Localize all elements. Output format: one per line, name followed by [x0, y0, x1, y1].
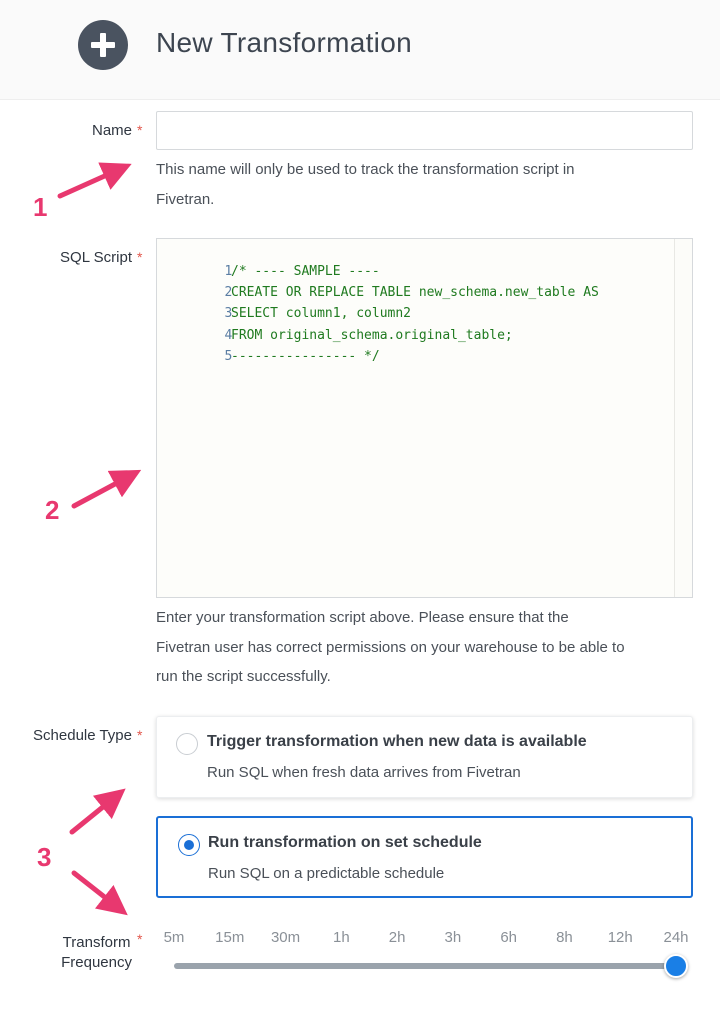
frequency-tick-label[interactable]: 2h — [388, 929, 406, 946]
frequency-tick-label[interactable]: 3h — [444, 929, 462, 946]
option-subtitle: Run SQL on a predictable schedule — [208, 865, 445, 882]
frequency-tick-label[interactable]: 6h — [500, 929, 517, 946]
frequency-tick-label[interactable]: 12h — [607, 929, 633, 946]
option-title: Run transformation on set schedule — [208, 834, 482, 851]
radio-button-checked[interactable] — [178, 834, 200, 856]
frequency-slider-track[interactable] — [174, 963, 676, 969]
line-number: 1 — [224, 264, 233, 279]
code-text: ---------------- */ — [231, 349, 380, 364]
annotation-marker-1: 1 — [33, 192, 48, 222]
frequency-tick-label[interactable]: 24h — [663, 929, 689, 946]
radio-button-unchecked[interactable] — [176, 733, 198, 755]
option-subtitle: Run SQL when fresh data arrives from Fivetran — [207, 764, 521, 781]
code-text: /* ---- SAMPLE ---- — [231, 264, 380, 279]
sql-help-text: Enter your transformation script above. Please ensure that the Fivetran user has correct permissions on your warehouse to be able to run the script successfully. — [156, 609, 625, 685]
option-title: Trigger transformation when new data is available — [207, 733, 587, 750]
line-number: 2 — [224, 285, 233, 300]
code-text: CREATE OR REPLACE TABLE new_schema.new_table AS — [231, 285, 599, 300]
frequency-tick-label[interactable]: 1h — [332, 929, 350, 946]
frequency-slider-thumb[interactable] — [664, 954, 688, 978]
line-number: 4 — [224, 328, 233, 343]
frequency-tick-label[interactable]: 8h — [556, 929, 573, 946]
annotation-arrow — [60, 170, 118, 196]
name-help-text: This name will only be used to track the transformation script in Fivetran. — [156, 161, 575, 208]
name-label: Name — [91, 122, 132, 139]
annotation-arrow — [72, 798, 114, 832]
sql-script-label: SQL Script — [60, 249, 132, 266]
sql-editor[interactable] — [156, 238, 693, 598]
page-title: New Transformation — [156, 27, 412, 58]
frequency-tick-label[interactable]: 15m — [215, 929, 245, 946]
frequency-tick-label[interactable]: 30m — [270, 929, 301, 946]
schedule-option-new-data[interactable] — [156, 716, 693, 798]
annotation-arrow — [74, 873, 116, 906]
schedule-option-set-schedule[interactable] — [156, 816, 693, 898]
plus-circle-icon[interactable] — [78, 20, 128, 70]
line-number: 5 — [224, 349, 233, 364]
frequency-required-mark: * — [137, 931, 143, 947]
line-number: 3 — [224, 306, 233, 321]
name-input[interactable] — [156, 111, 693, 150]
code-text: SELECT column1, column2 — [231, 306, 412, 321]
editor-scrollbar[interactable] — [674, 239, 692, 597]
schedule-type-label: Schedule Type — [33, 727, 132, 744]
frequency-tick-label[interactable]: 5m — [163, 929, 185, 946]
schedule-required-mark: * — [137, 727, 143, 743]
code-text: FROM original_schema.original_table; — [231, 328, 513, 343]
annotation-marker-3: 3 — [37, 842, 52, 872]
frequency-label: Transform Frequency — [61, 934, 132, 971]
annotation-marker-2: 2 — [45, 495, 60, 525]
name-required-mark: * — [137, 122, 143, 138]
sql-required-mark: * — [137, 249, 143, 265]
code-line — [157, 282, 412, 321]
page-header — [0, 0, 720, 100]
annotation-arrow — [74, 477, 128, 506]
code-line — [157, 240, 380, 279]
